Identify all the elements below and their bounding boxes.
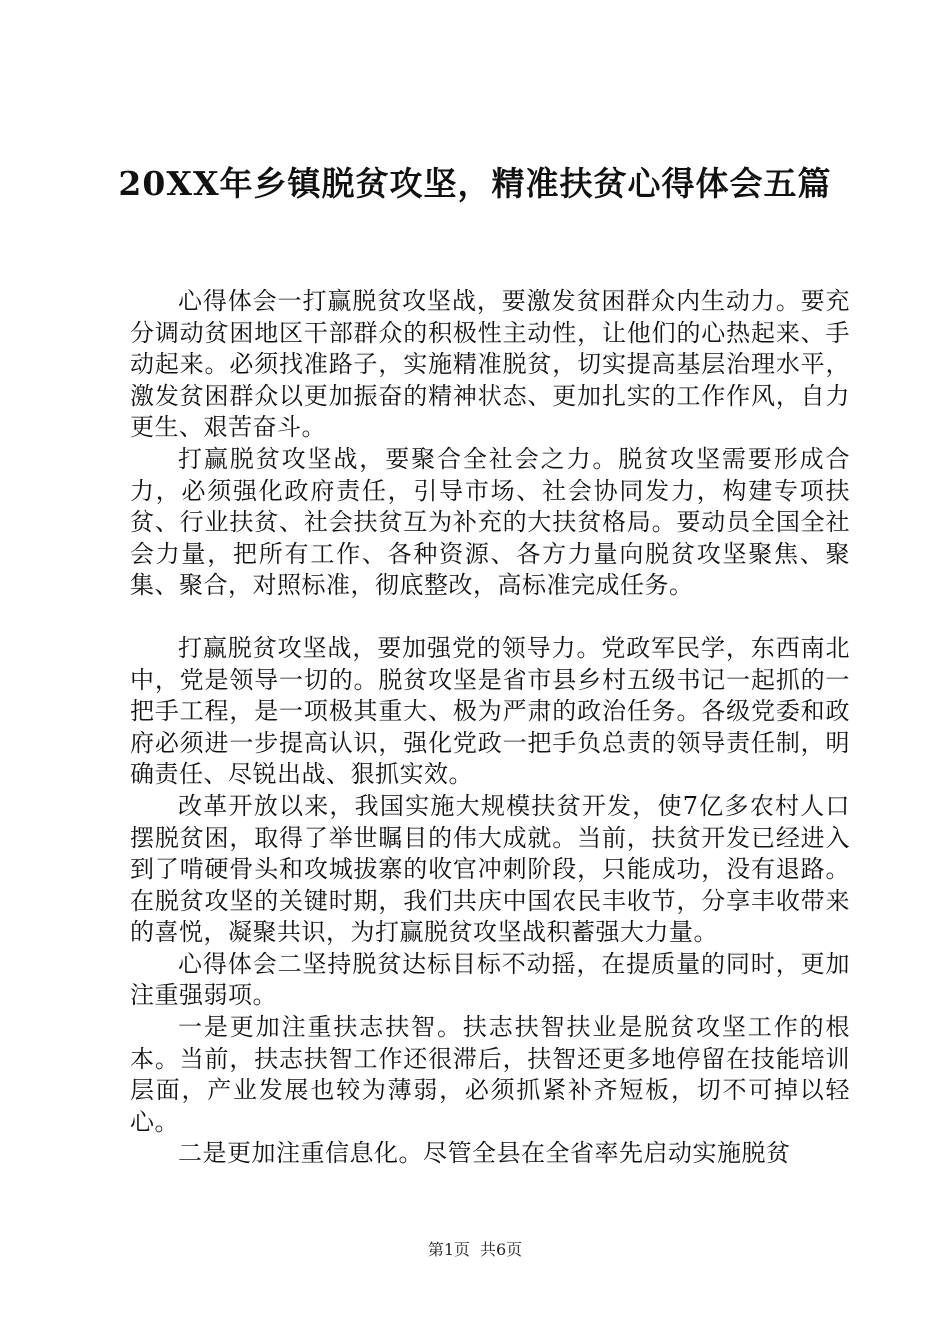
paragraph-5: 心得体会二坚持脱贫达标目标不动摇，在提质量的同时，更加注重强弱项。 [130, 949, 850, 1010]
paragraph-3: 打赢脱贫攻坚战，要加强党的领导力。党政军民学，东西南北中，党是领导一切的。脱贫攻坚是省市县乡村五级书记一起抓的一把手工程，是一项极其重大、极为严肃的政治任务。各级党委和政府必须进一步提高认识，强化党政一把手负总责的领导责任制，明确责任、尽锐出战、狠抓实效。 [130, 633, 850, 789]
paragraph-4: 改革开放以来，我国实施大规模扶贫开发，使7亿多农村人口摆脱贫困，取得了举世瞩目的伟大成就。当前，扶贫开发已经进入到了啃硬骨头和攻城拔寨的收官冲刺阶段，只能成功，没有退路。在脱贫攻坚的关键时期，我们共庆中国农民丰收节，分享丰收带来的喜悦，凝聚共识，为打赢脱贫攻坚战积蓄强大力量。 [130, 791, 850, 947]
page-number: 第1页 [427, 1240, 470, 1259]
paragraph-2: 打赢脱贫攻坚战，要聚合全社会之力。脱贫攻坚需要形成合力，必须强化政府责任，引导市场、社会协同发力，构建专项扶贫、行业扶贫、社会扶贫互为补充的大扶贫格局。要动员全国全社会力量，把所有工作、各种资源、各方力量向脱贫攻坚聚焦、聚集、聚合，对照标准，彻底整改，高标准完成任务。 [130, 444, 850, 600]
document-body [130, 286, 850, 1170]
document-title: 20XX年乡镇脱贫攻坚，精准扶贫心得体会五篇 [118, 164, 832, 203]
paragraph-1: 心得体会一打赢脱贫攻坚战，要激发贫困群众内生动力。要充分调动贫困地区干部群众的积极性主动性，让他们的心热起来、手动起来。必须找准路子，实施精准脱贫，切实提高基层治理水平，激发贫困群众以更加振奋的精神状态、更加扎实的工作作风，自力更生、艰苦奋斗。 [130, 287, 850, 442]
paragraph-7: 二是更加注重信息化。尽管全县在全省率先启动实施脱贫 [178, 1139, 791, 1168]
paragraph-6: 一是更加注重扶志扶智。扶志扶智扶业是脱贫攻坚工作的根本。当前，扶志扶智工作还很滞后，扶智还更多地停留在技能培训层面，产业发展也较为薄弱，必须抓紧补齐短板，切不可掉以轻心。 [130, 1013, 850, 1136]
page-footer [0, 1240, 950, 1260]
page-total: 共6页 [480, 1240, 523, 1259]
